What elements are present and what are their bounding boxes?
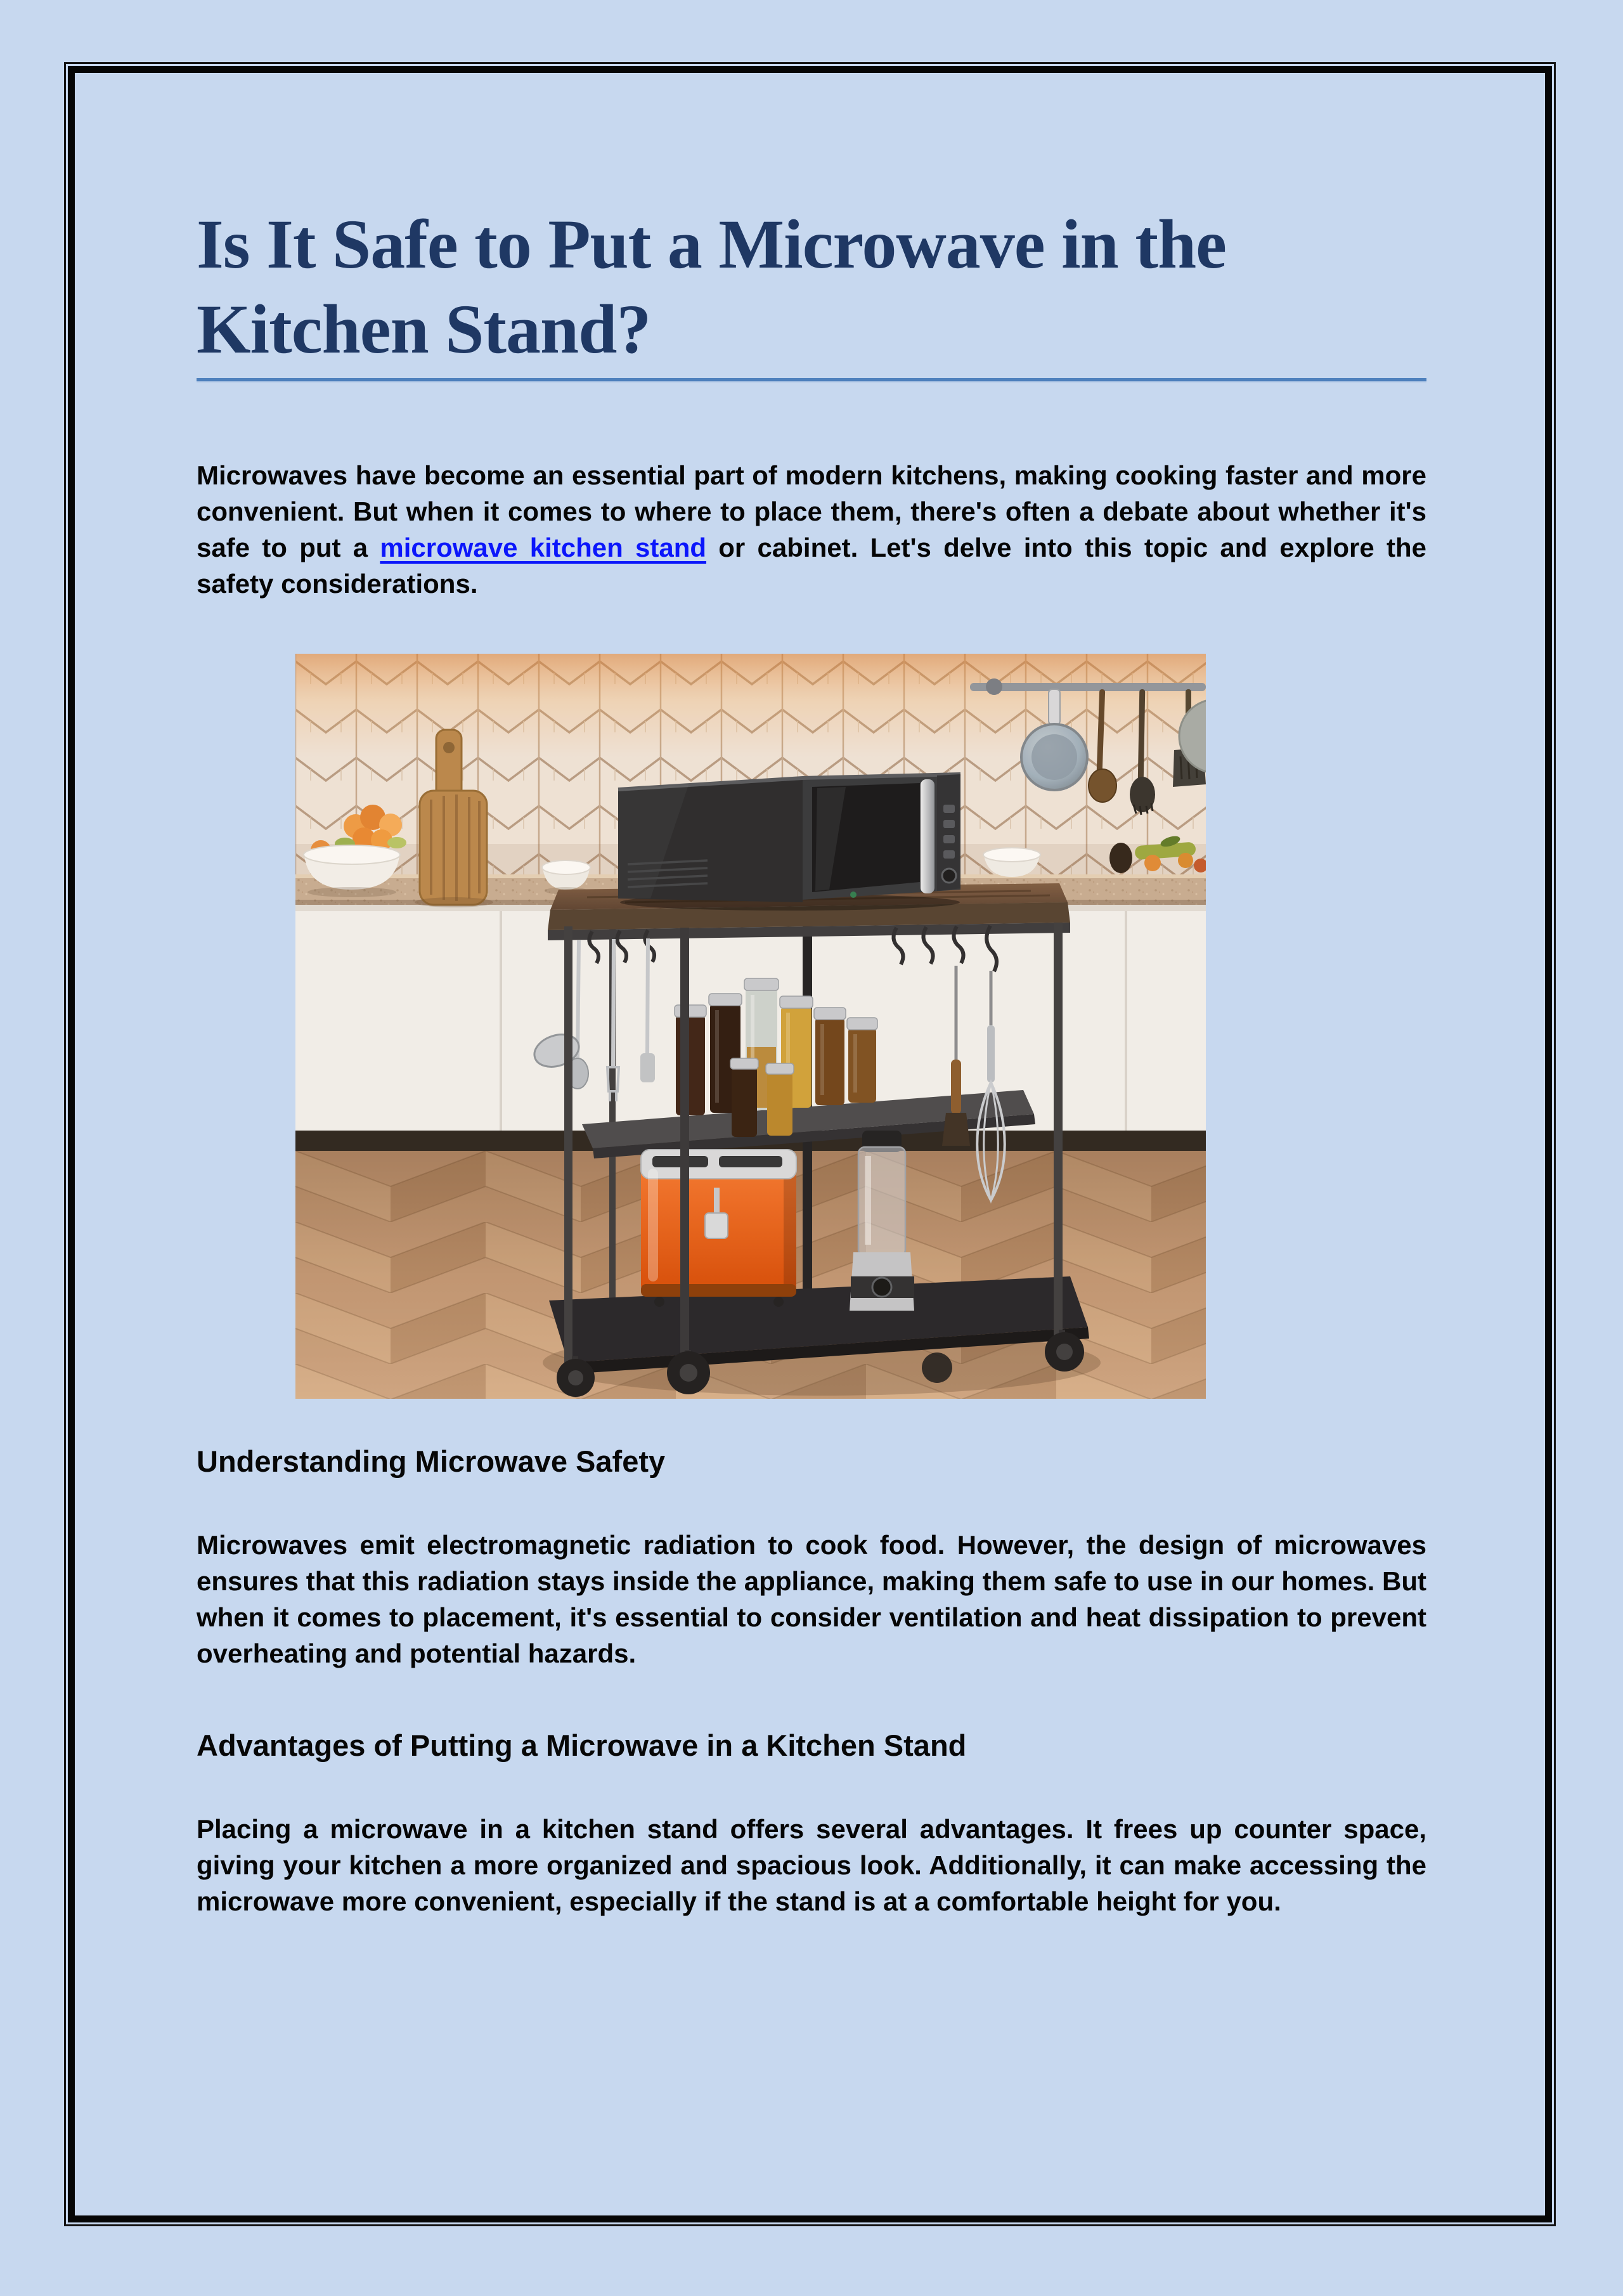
kitchen-scene-illustration (295, 654, 1206, 1399)
warm-tint-overlay (295, 654, 1206, 1399)
intro-text-after: or cabinet. Let's delve into this topic and explore the safety considerations. (197, 533, 1426, 599)
intro-text-before: Microwaves have become an essential part of modern kitchens, making cooking faster and more convenient. But when it comes to where to place them, there's often a debate about whether it's safe to put a (197, 460, 1426, 562)
kitchen-stand-photo (295, 654, 1206, 1399)
microwave-kitchen-stand-link[interactable]: microwave kitchen stand (380, 533, 707, 562)
section-heading-safety: Understanding Microwave Safety (197, 1444, 666, 1478)
page-title: Is It Safe to Put a Microwave in the Kitchen Stand? (197, 205, 1226, 368)
title-divider (197, 378, 1426, 381)
article-content (75, 202, 1545, 1919)
page-border-frame (68, 66, 1552, 2222)
section-body-safety: Microwaves emit electromagnetic radiation to cook food. However, the design of microwaves ensures that this radiation stays inside the appliance, making them safe to use in our homes. But when it comes to placement, it's essential to consider ventilation and heat dissipation to prevent overheating and potential hazards. (197, 1530, 1426, 1668)
intro-paragraph (197, 457, 1426, 602)
section-body-advantages: Placing a microwave in a kitchen stand offers several advantages. It frees up counter space, giving your kitchen a more organized and spacious look. Additionally, it can make accessing the microwave more convenient, especially if the stand is at a comfortable height for you. (197, 1814, 1426, 1916)
section-heading-advantages: Advantages of Putting a Microwave in a Kitchen Stand (197, 1728, 967, 1762)
